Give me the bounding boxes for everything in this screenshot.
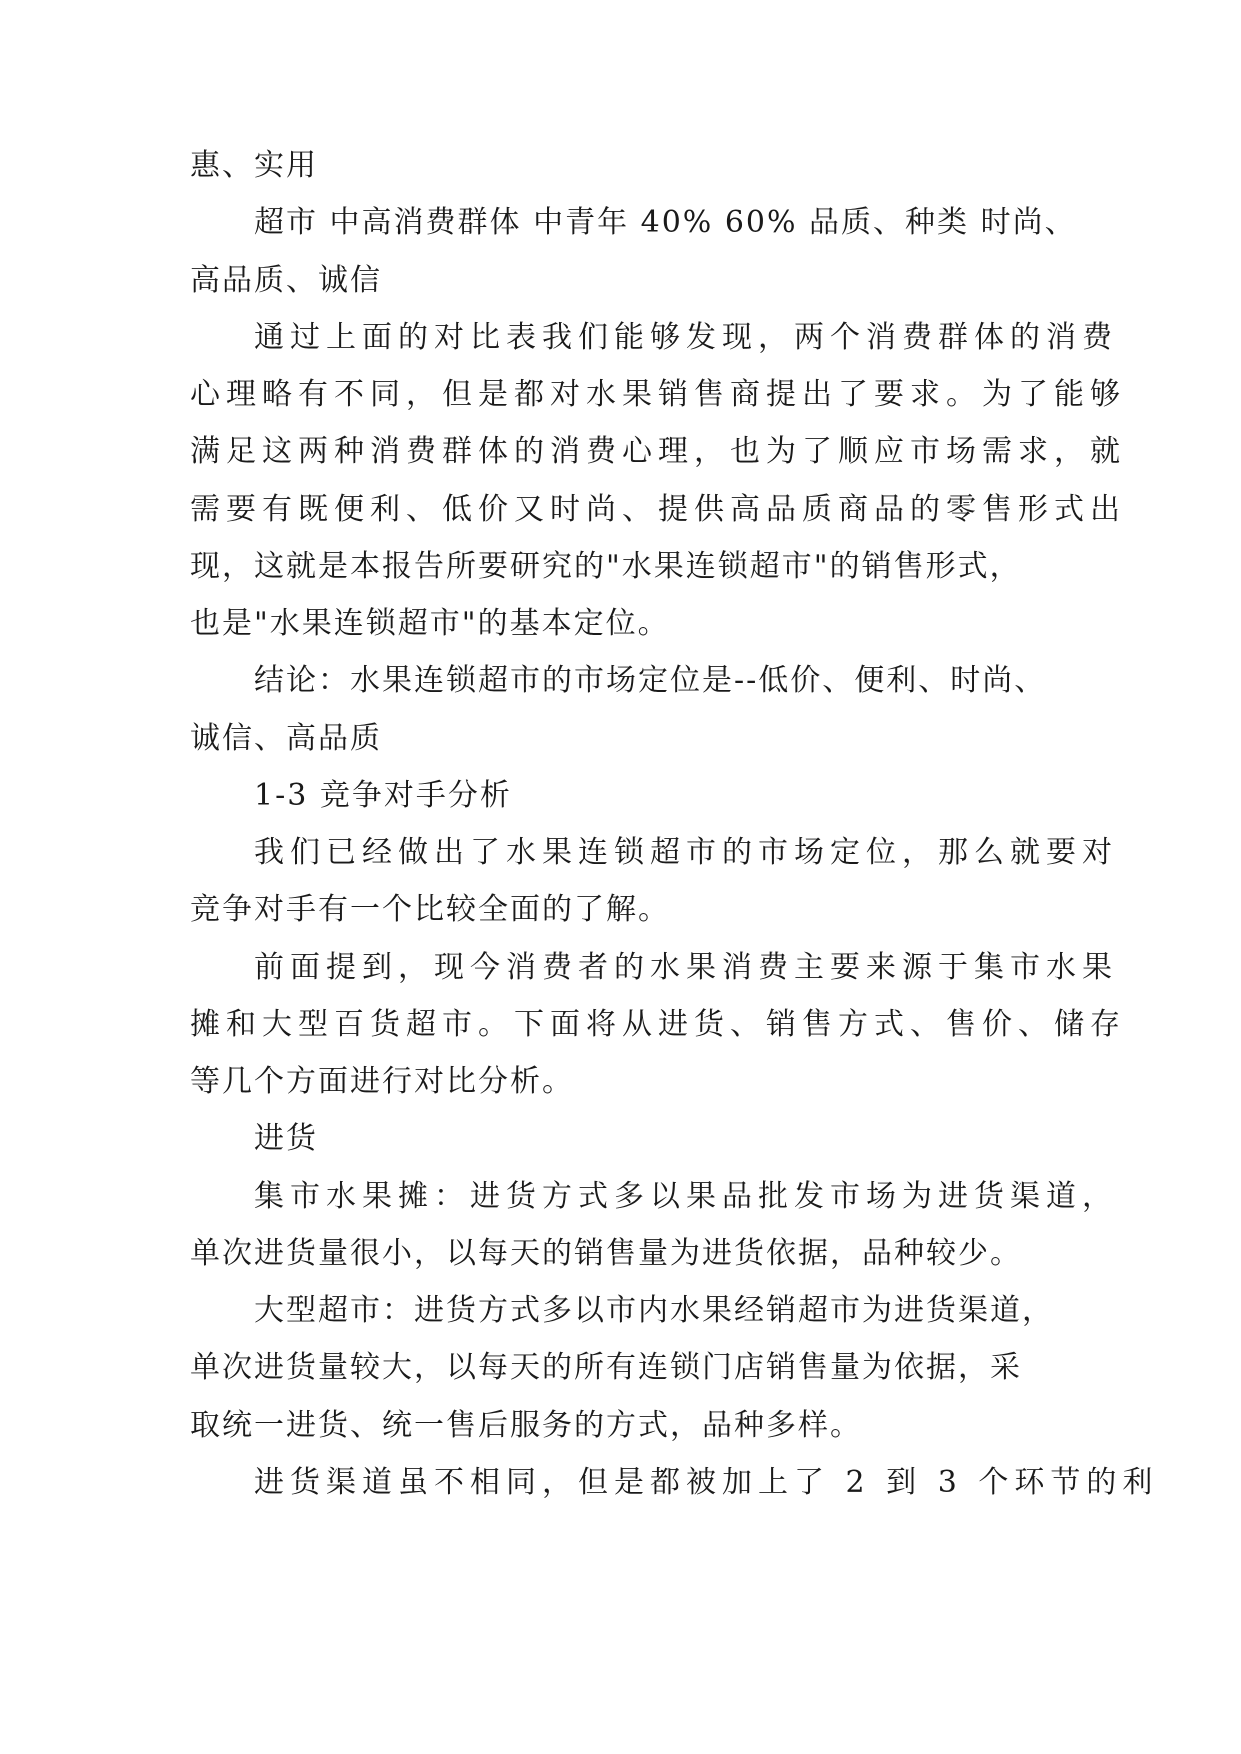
text-line: 摊和大型百货超市。下面将从进货、销售方式、售价、储存 bbox=[190, 1007, 1126, 1042]
text-line: 单次进货量较大，以每天的所有连锁门店销售量为依据，采 bbox=[190, 1350, 1022, 1385]
text-line: 高品质、诚信 bbox=[190, 263, 382, 298]
text-line: 超市 中高消费群体 中青年 40% 60% 品质、种类 时尚、 bbox=[254, 205, 1077, 240]
text-line: 需要有既便利、低价又时尚、提供高品质商品的零售形式出 bbox=[190, 492, 1126, 527]
section-heading: 1-3 竞争对手分析 bbox=[254, 778, 512, 813]
text-line: 满足这两种消费群体的消费心理，也为了顺应市场需求，就 bbox=[190, 434, 1126, 469]
text-line: 单次进货量很小，以每天的销售量为进货依据，品种较少。 bbox=[190, 1236, 1022, 1271]
text-line: 也是"水果连锁超市"的基本定位。 bbox=[190, 606, 670, 641]
text-line: 等几个方面进行对比分析。 bbox=[190, 1064, 574, 1099]
text-line: 惠、实用 bbox=[190, 148, 318, 183]
text-line: 结论：水果连锁超市的市场定位是--低价、便利、时尚、 bbox=[254, 663, 1047, 698]
text-line: 通过上面的对比表我们能够发现，两个消费群体的消费 bbox=[254, 320, 1118, 355]
text-line: 竞争对手有一个比较全面的了解。 bbox=[190, 892, 670, 927]
subsection-heading: 进货 bbox=[254, 1121, 318, 1156]
text-line: 集市水果摊：进货方式多以果品批发市场为进货渠道， bbox=[254, 1179, 1118, 1214]
text-line: 诚信、高品质 bbox=[190, 721, 382, 756]
text-line: 取统一进货、统一售后服务的方式，品种多样。 bbox=[190, 1408, 862, 1443]
text-line: 我们已经做出了水果连锁超市的市场定位，那么就要对 bbox=[254, 835, 1118, 870]
text-line: 现，这就是本报告所要研究的"水果连锁超市"的销售形式， bbox=[190, 549, 1022, 584]
text-line: 大型超市：进货方式多以市内水果经销超市为进货渠道， bbox=[254, 1293, 1054, 1328]
text-line: 心理略有不同，但是都对水果销售商提出了要求。为了能够 bbox=[190, 377, 1126, 412]
text-line: 进货渠道虽不相同，但是都被加上了 2 到 3 个环节的利 bbox=[254, 1465, 1159, 1500]
text-line: 前面提到，现今消费者的水果消费主要来源于集市水果 bbox=[254, 950, 1118, 985]
